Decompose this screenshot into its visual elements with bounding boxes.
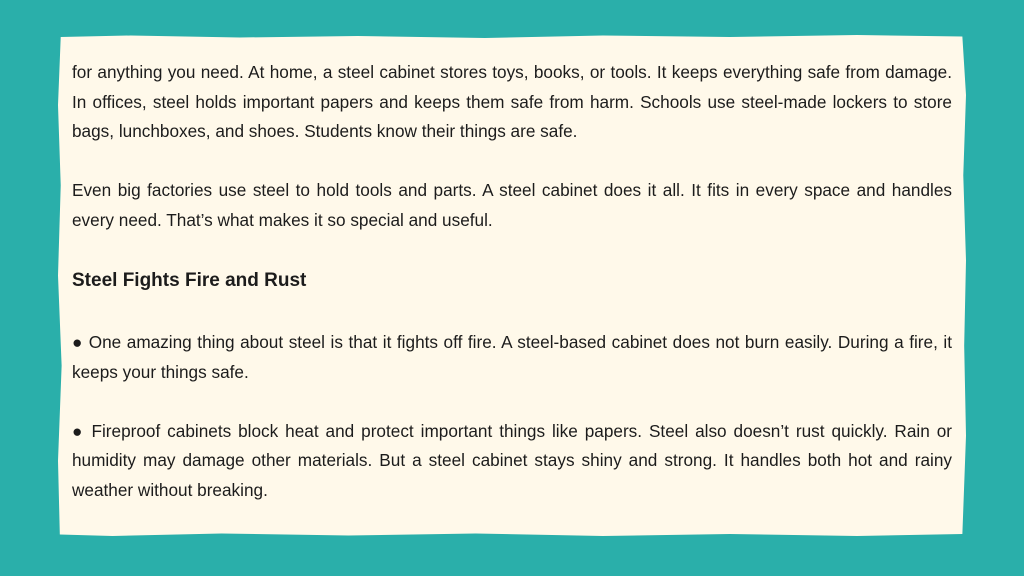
bullet-rust: ● Fireproof cabinets block heat and protect important things like papers. Steel also doesn’t rust quickly. Rain or humidity may damage other materials. But a steel cabinet stays shiny and strong. It handles both hot and rainy weather without breaking. bbox=[72, 420, 952, 500]
paragraph-intro: for anything you need. At home, a steel cabinet stores toys, books, or tools. It keeps everything safe from damage. In offices, steel holds important papers and keeps them safe from harm. Schools use steel-made lockers to store bags, lunchboxes, and shoes. Students know their things are safe. bbox=[72, 62, 952, 141]
bullet-fire: ● One amazing thing about steel is that it fights off fire. A steel-based cabinet does not burn easily. During a fire, it keeps your things safe. bbox=[72, 332, 952, 382]
paragraph-factories: Even big factories use steel to hold tools and parts. A steel cabinet does it all. It fits in every space and handles every need. That’s what makes it so special and useful. bbox=[72, 180, 952, 230]
section-heading: Steel Fights Fire and Rust bbox=[72, 270, 307, 291]
document-content bbox=[72, 58, 952, 505]
